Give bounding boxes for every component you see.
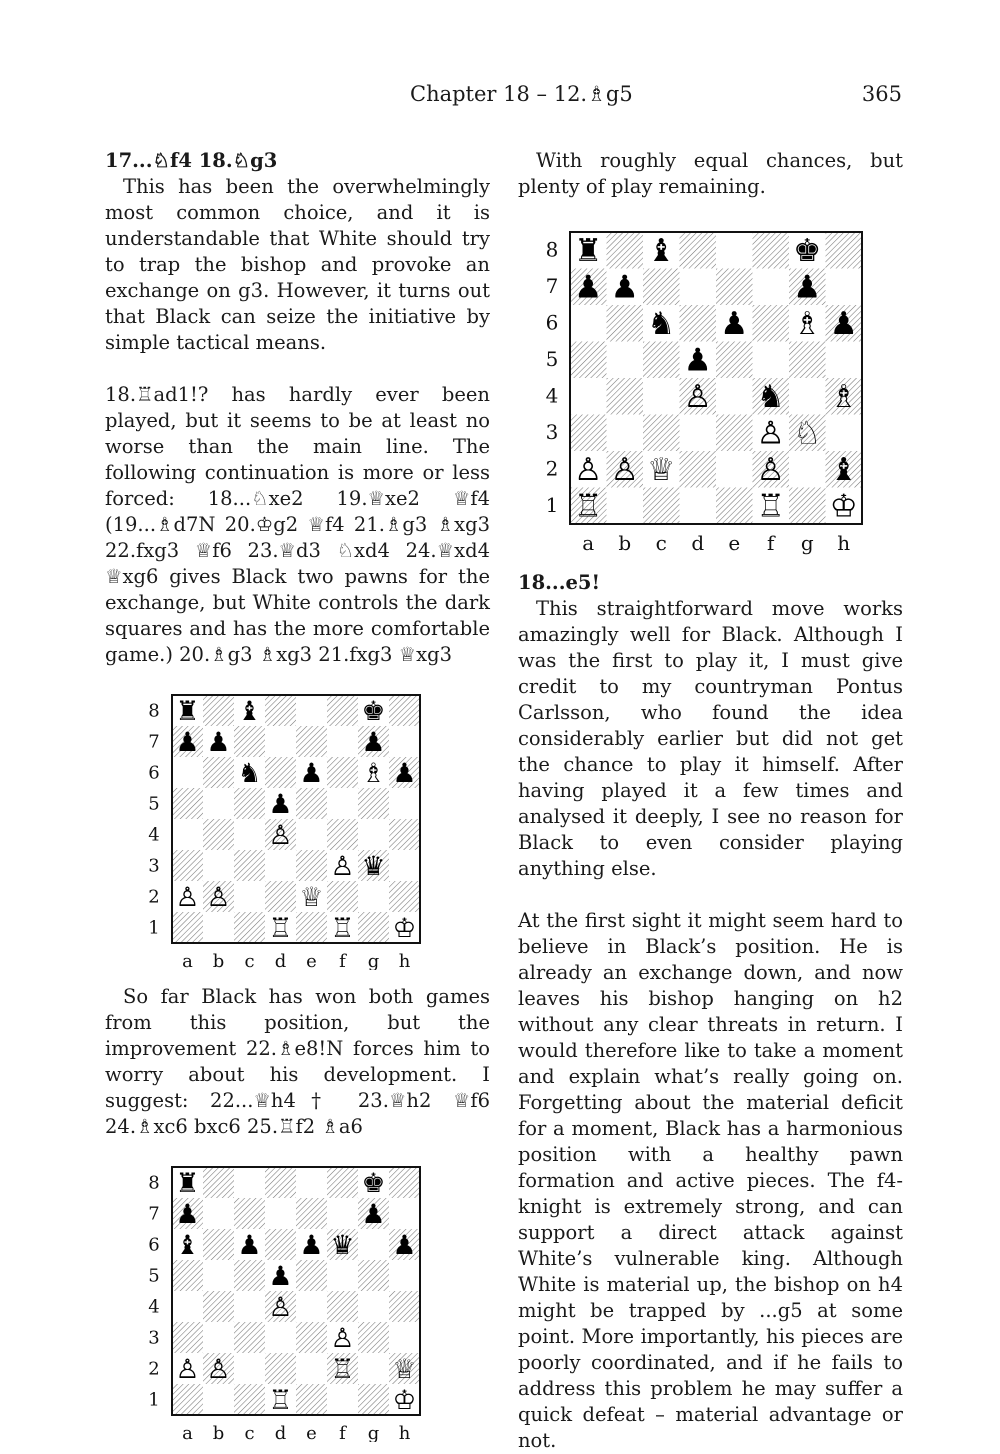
chess-diagram-3 <box>105 1162 490 1442</box>
white-pawn-icon: ♙ <box>206 881 231 913</box>
dark-square <box>172 912 203 943</box>
file-label: b <box>618 531 632 555</box>
black-bishop-icon: ♝ <box>829 452 858 489</box>
file-label: g <box>367 951 380 970</box>
light-square <box>327 1260 358 1291</box>
dark-square <box>680 232 717 269</box>
black-rook-icon: ♜ <box>175 695 200 727</box>
white-bishop-icon: ♗ <box>361 757 386 789</box>
light-square <box>789 378 826 415</box>
rank-label: 2 <box>148 1358 160 1380</box>
dark-square <box>753 305 790 342</box>
dark-square <box>296 912 327 943</box>
light-square <box>826 415 863 452</box>
light-square <box>789 451 826 488</box>
light-square <box>172 757 203 788</box>
white-bishop-icon: ♗ <box>793 306 822 343</box>
dark-square <box>607 305 644 342</box>
white-pawn-icon: ♙ <box>268 1291 293 1323</box>
running-head <box>0 82 1000 110</box>
chess-diagram-1 <box>518 224 903 564</box>
black-pawn-icon: ♟ <box>793 269 822 306</box>
file-label: e <box>306 951 317 970</box>
rank-label: 3 <box>545 419 559 444</box>
black-pawn-icon: ♟ <box>683 342 712 379</box>
light-square <box>265 726 296 757</box>
rank-label: 7 <box>148 731 160 753</box>
black-king-icon: ♚ <box>361 695 386 727</box>
light-square <box>358 1229 389 1260</box>
rank-label: 1 <box>545 492 559 517</box>
dark-square <box>327 1291 358 1322</box>
light-square <box>389 1322 420 1353</box>
dark-square <box>570 415 607 452</box>
light-square <box>234 1353 265 1384</box>
file-label: g <box>800 531 814 555</box>
dark-square <box>389 1291 420 1322</box>
dark-square <box>826 232 863 269</box>
dark-square <box>716 342 753 379</box>
light-square <box>203 1322 234 1353</box>
light-square <box>570 378 607 415</box>
rank-label: 8 <box>545 237 559 262</box>
black-pawn-icon: ♟ <box>392 1229 417 1261</box>
black-pawn-icon: ♟ <box>361 726 386 758</box>
dark-square <box>265 1167 296 1198</box>
dark-square <box>327 881 358 912</box>
white-pawn-icon: ♙ <box>756 452 785 489</box>
paragraph: This straightforward move works amazingly well for Black. Although I was the first to play it, I must give credit to my countryman Pontus Carlsson, who found the idea considerably earlier but did not get the chance to play it himself. After having played it a few times and analysed it deeply, I see no reason for Black to even consider playing anything else. <box>518 597 903 880</box>
white-rook-icon: ♖ <box>756 488 785 525</box>
paragraph: This has been the overwhelmingly most common choice, and it is understandable that White should try to trap the bishop and provoke an exchange on g3. However, it turns out that Black can seize the initiative by simple tactical means. <box>105 175 490 354</box>
dark-square <box>327 1167 358 1198</box>
light-square <box>826 342 863 379</box>
dark-square <box>389 881 420 912</box>
white-king-icon: ♔ <box>829 488 858 525</box>
file-label: c <box>244 951 255 970</box>
paragraph: 18.♖ad1!? has hardly ever been played, but it seems to be at least no worse than the main line. The following continuation is more or less forced: 18...♘xe2 19.♕xe2 ♕f4 (19...♗d7N 20.♔g2 ♕f4 21.♗g3 ♗xg3 22.fxg3 ♕f6 23.♕d3 ♘xd4 24.♕xd4 ♕xg6 gives Black two pawns for the exchange, but White controls the dark squares and has the more comfortable game.) 20.♗g3 ♗xg3 21.fxg3 ♕xg3 <box>105 383 490 666</box>
file-label: g <box>367 1423 380 1442</box>
light-square <box>389 850 420 881</box>
black-pawn-icon: ♟ <box>268 788 293 820</box>
dark-square <box>172 788 203 819</box>
light-square <box>203 850 234 881</box>
dark-square <box>296 850 327 881</box>
light-square <box>680 269 717 306</box>
black-rook-icon: ♜ <box>574 233 603 270</box>
light-square <box>716 232 753 269</box>
rank-label: 7 <box>148 1203 160 1225</box>
white-rook-icon: ♖ <box>574 488 603 525</box>
dark-square <box>789 342 826 379</box>
dark-square <box>643 269 680 306</box>
dark-square <box>172 850 203 881</box>
white-pawn-icon: ♙ <box>610 452 639 489</box>
light-square <box>358 881 389 912</box>
rank-label: 4 <box>148 1296 160 1318</box>
black-bishop-icon: ♝ <box>647 233 676 270</box>
dark-square <box>296 1198 327 1229</box>
white-pawn-icon: ♙ <box>268 819 293 851</box>
dark-square <box>234 1198 265 1229</box>
light-square <box>172 819 203 850</box>
light-square <box>203 1260 234 1291</box>
white-rook-icon: ♖ <box>268 1384 293 1416</box>
light-square <box>607 415 644 452</box>
file-label: a <box>582 531 595 555</box>
white-rook-icon: ♖ <box>330 912 355 944</box>
light-square <box>607 342 644 379</box>
paragraph: So far Black has won both games from this position, but the improvement 22.♗e8!N forces him to worry about his development. I suggest: 22...♕h4† 23.♕h2 ♕f6 24.♗xc6 bxc6 25.♖f2 ♗a6 <box>105 985 490 1138</box>
file-label: f <box>339 1423 346 1442</box>
light-square <box>389 1260 420 1291</box>
light-square <box>753 269 790 306</box>
light-square <box>234 1291 265 1322</box>
light-square <box>716 451 753 488</box>
dark-square <box>643 415 680 452</box>
light-square <box>296 1291 327 1322</box>
dark-square <box>607 232 644 269</box>
rank-label: 3 <box>148 855 160 877</box>
dark-square <box>358 1384 389 1415</box>
dark-square <box>203 757 234 788</box>
light-square <box>327 1198 358 1229</box>
file-label: f <box>767 531 775 555</box>
right-column <box>518 148 903 1454</box>
move-heading-1: 17...♘f4 18.♘g3 <box>105 149 278 172</box>
black-knight-icon: ♞ <box>647 306 676 343</box>
light-square <box>234 1167 265 1198</box>
rank-label: 1 <box>148 917 160 939</box>
dark-square <box>296 1322 327 1353</box>
file-label: h <box>398 951 411 970</box>
file-label: d <box>274 951 287 970</box>
dark-square <box>716 269 753 306</box>
light-square <box>389 1198 420 1229</box>
black-pawn-icon: ♟ <box>720 306 749 343</box>
black-queen-icon: ♛ <box>330 1229 355 1261</box>
light-square <box>680 415 717 452</box>
light-square <box>358 819 389 850</box>
dark-square <box>358 1322 389 1353</box>
move-heading-2: 18...e5! <box>518 571 601 594</box>
dark-square <box>716 488 753 525</box>
rank-label: 6 <box>148 762 160 784</box>
white-queen-icon: ♕ <box>392 1353 417 1385</box>
light-square <box>643 378 680 415</box>
light-square <box>753 342 790 379</box>
dark-square <box>234 1260 265 1291</box>
dark-square <box>265 695 296 726</box>
black-queen-icon: ♛ <box>361 850 386 882</box>
light-square <box>607 488 644 525</box>
dark-square <box>234 1384 265 1415</box>
dark-square <box>296 788 327 819</box>
light-square <box>358 1353 389 1384</box>
rank-label: 7 <box>545 273 559 298</box>
file-label: h <box>398 1423 411 1442</box>
black-knight-icon: ♞ <box>756 379 785 416</box>
light-square <box>389 726 420 757</box>
light-square <box>296 1353 327 1384</box>
dark-square <box>203 1167 234 1198</box>
light-square <box>203 912 234 943</box>
black-pawn-icon: ♟ <box>392 757 417 789</box>
dark-square <box>753 232 790 269</box>
white-pawn-icon: ♙ <box>206 1353 231 1385</box>
rank-label: 1 <box>148 1389 160 1411</box>
paragraph: At the first sight it might seem hard to believe in Black’s position. He is already an exchange down, and now leaves his bishop hanging on h2 without any clear threats in return. I would therefore like to take a moment and explain what’s really going on. Forgetting about the material deficit for a moment, Black has a harmonious position with a healthy pawn formation and active pieces. The f4-knight is extremely strong, and can support a direct attack against White’s vulnerable king. Although White is material up, the bishop on h4 might be trapped by ...g5 at some point. More importantly, his pieces are poorly coordinated, and if he fails to address this problem he may suffer a quick defeat – material advantage or not. <box>518 909 903 1452</box>
light-square <box>265 1322 296 1353</box>
rank-label: 5 <box>545 346 559 371</box>
rank-label: 3 <box>148 1327 160 1349</box>
light-square <box>327 1384 358 1415</box>
rank-label: 8 <box>148 700 160 722</box>
black-rook-icon: ♜ <box>175 1167 200 1199</box>
light-square <box>570 305 607 342</box>
chapter-title: Chapter 18 – 12.♗g5 <box>410 82 633 106</box>
dark-square <box>265 1353 296 1384</box>
black-king-icon: ♚ <box>793 233 822 270</box>
white-pawn-icon: ♙ <box>574 452 603 489</box>
white-pawn-icon: ♙ <box>330 850 355 882</box>
file-label: f <box>339 951 346 970</box>
dark-square <box>172 1384 203 1415</box>
page-number: 365 <box>861 82 902 106</box>
dark-square <box>358 788 389 819</box>
dark-square <box>327 757 358 788</box>
dark-square <box>234 788 265 819</box>
black-bishop-icon: ♝ <box>237 695 262 727</box>
dark-square <box>265 1229 296 1260</box>
dark-square <box>296 726 327 757</box>
white-queen-icon: ♕ <box>299 881 324 913</box>
light-square <box>265 1198 296 1229</box>
dark-square <box>265 757 296 788</box>
dark-square <box>327 819 358 850</box>
light-square <box>358 1291 389 1322</box>
dark-square <box>203 695 234 726</box>
paragraph: With roughly equal chances, but plenty of play remaining. <box>518 149 903 198</box>
black-pawn-icon: ♟ <box>175 1198 200 1230</box>
dark-square <box>358 912 389 943</box>
light-square <box>296 1167 327 1198</box>
light-square <box>234 881 265 912</box>
white-pawn-icon: ♙ <box>175 1353 200 1385</box>
file-label: e <box>728 531 741 555</box>
dark-square <box>643 342 680 379</box>
dark-square <box>643 488 680 525</box>
light-square <box>203 1198 234 1229</box>
light-square <box>296 695 327 726</box>
white-pawn-icon: ♙ <box>756 415 785 452</box>
dark-square <box>716 415 753 452</box>
file-label: a <box>182 1423 193 1442</box>
dark-square <box>203 819 234 850</box>
black-pawn-icon: ♟ <box>361 1198 386 1230</box>
light-square <box>327 726 358 757</box>
white-rook-icon: ♖ <box>268 912 293 944</box>
light-square <box>716 378 753 415</box>
dark-square <box>680 305 717 342</box>
left-column <box>105 148 490 1442</box>
dark-square <box>172 1322 203 1353</box>
black-pawn-icon: ♟ <box>268 1260 293 1292</box>
file-label: c <box>655 531 667 555</box>
dark-square <box>358 1260 389 1291</box>
black-pawn-icon: ♟ <box>237 1229 262 1261</box>
white-pawn-icon: ♙ <box>683 379 712 416</box>
dark-square <box>296 1260 327 1291</box>
white-king-icon: ♔ <box>392 912 417 944</box>
dark-square <box>389 1167 420 1198</box>
file-label: h <box>837 531 851 555</box>
black-pawn-icon: ♟ <box>299 1229 324 1261</box>
dark-square <box>203 1291 234 1322</box>
white-knight-icon: ♘ <box>793 415 822 452</box>
file-label: d <box>691 531 705 555</box>
rank-label: 5 <box>148 793 160 815</box>
rank-label: 5 <box>148 1265 160 1287</box>
rank-label: 4 <box>148 824 160 846</box>
file-label: e <box>306 1423 317 1442</box>
dark-square <box>389 819 420 850</box>
rank-label: 8 <box>148 1172 160 1194</box>
file-label: b <box>212 951 225 970</box>
white-king-icon: ♔ <box>392 1384 417 1416</box>
white-queen-icon: ♕ <box>647 452 676 489</box>
light-square <box>265 850 296 881</box>
dark-square <box>327 695 358 726</box>
rank-label: 6 <box>148 1234 160 1256</box>
dark-square <box>203 1229 234 1260</box>
dark-square <box>607 378 644 415</box>
light-square <box>327 788 358 819</box>
black-bishop-icon: ♝ <box>175 1229 200 1261</box>
black-pawn-icon: ♟ <box>574 269 603 306</box>
dark-square <box>234 912 265 943</box>
white-bishop-icon: ♗ <box>829 379 858 416</box>
light-square <box>680 488 717 525</box>
white-pawn-icon: ♙ <box>175 881 200 913</box>
black-knight-icon: ♞ <box>237 757 262 789</box>
rank-label: 4 <box>545 383 559 408</box>
light-square <box>296 819 327 850</box>
dark-square <box>296 1384 327 1415</box>
file-label: a <box>182 951 193 970</box>
light-square <box>172 1291 203 1322</box>
black-pawn-icon: ♟ <box>206 726 231 758</box>
black-pawn-icon: ♟ <box>829 306 858 343</box>
black-pawn-icon: ♟ <box>299 757 324 789</box>
black-pawn-icon: ♟ <box>175 726 200 758</box>
light-square <box>389 788 420 819</box>
dark-square <box>265 881 296 912</box>
file-label: c <box>244 1423 255 1442</box>
white-rook-icon: ♖ <box>330 1353 355 1385</box>
dark-square <box>234 726 265 757</box>
black-pawn-icon: ♟ <box>610 269 639 306</box>
file-label: d <box>274 1423 287 1442</box>
dark-square <box>234 1322 265 1353</box>
dark-square <box>172 1260 203 1291</box>
light-square <box>234 819 265 850</box>
white-pawn-icon: ♙ <box>330 1322 355 1354</box>
dark-square <box>789 488 826 525</box>
dark-square <box>570 342 607 379</box>
file-label: b <box>212 1423 225 1442</box>
dark-square <box>389 695 420 726</box>
rank-label: 2 <box>148 886 160 908</box>
rank-label: 6 <box>545 310 559 335</box>
chess-diagram-2 <box>105 690 490 970</box>
dark-square <box>234 850 265 881</box>
rank-label: 2 <box>545 456 559 481</box>
light-square <box>203 788 234 819</box>
light-square <box>826 269 863 306</box>
black-king-icon: ♚ <box>361 1167 386 1199</box>
light-square <box>203 1384 234 1415</box>
dark-square <box>680 451 717 488</box>
